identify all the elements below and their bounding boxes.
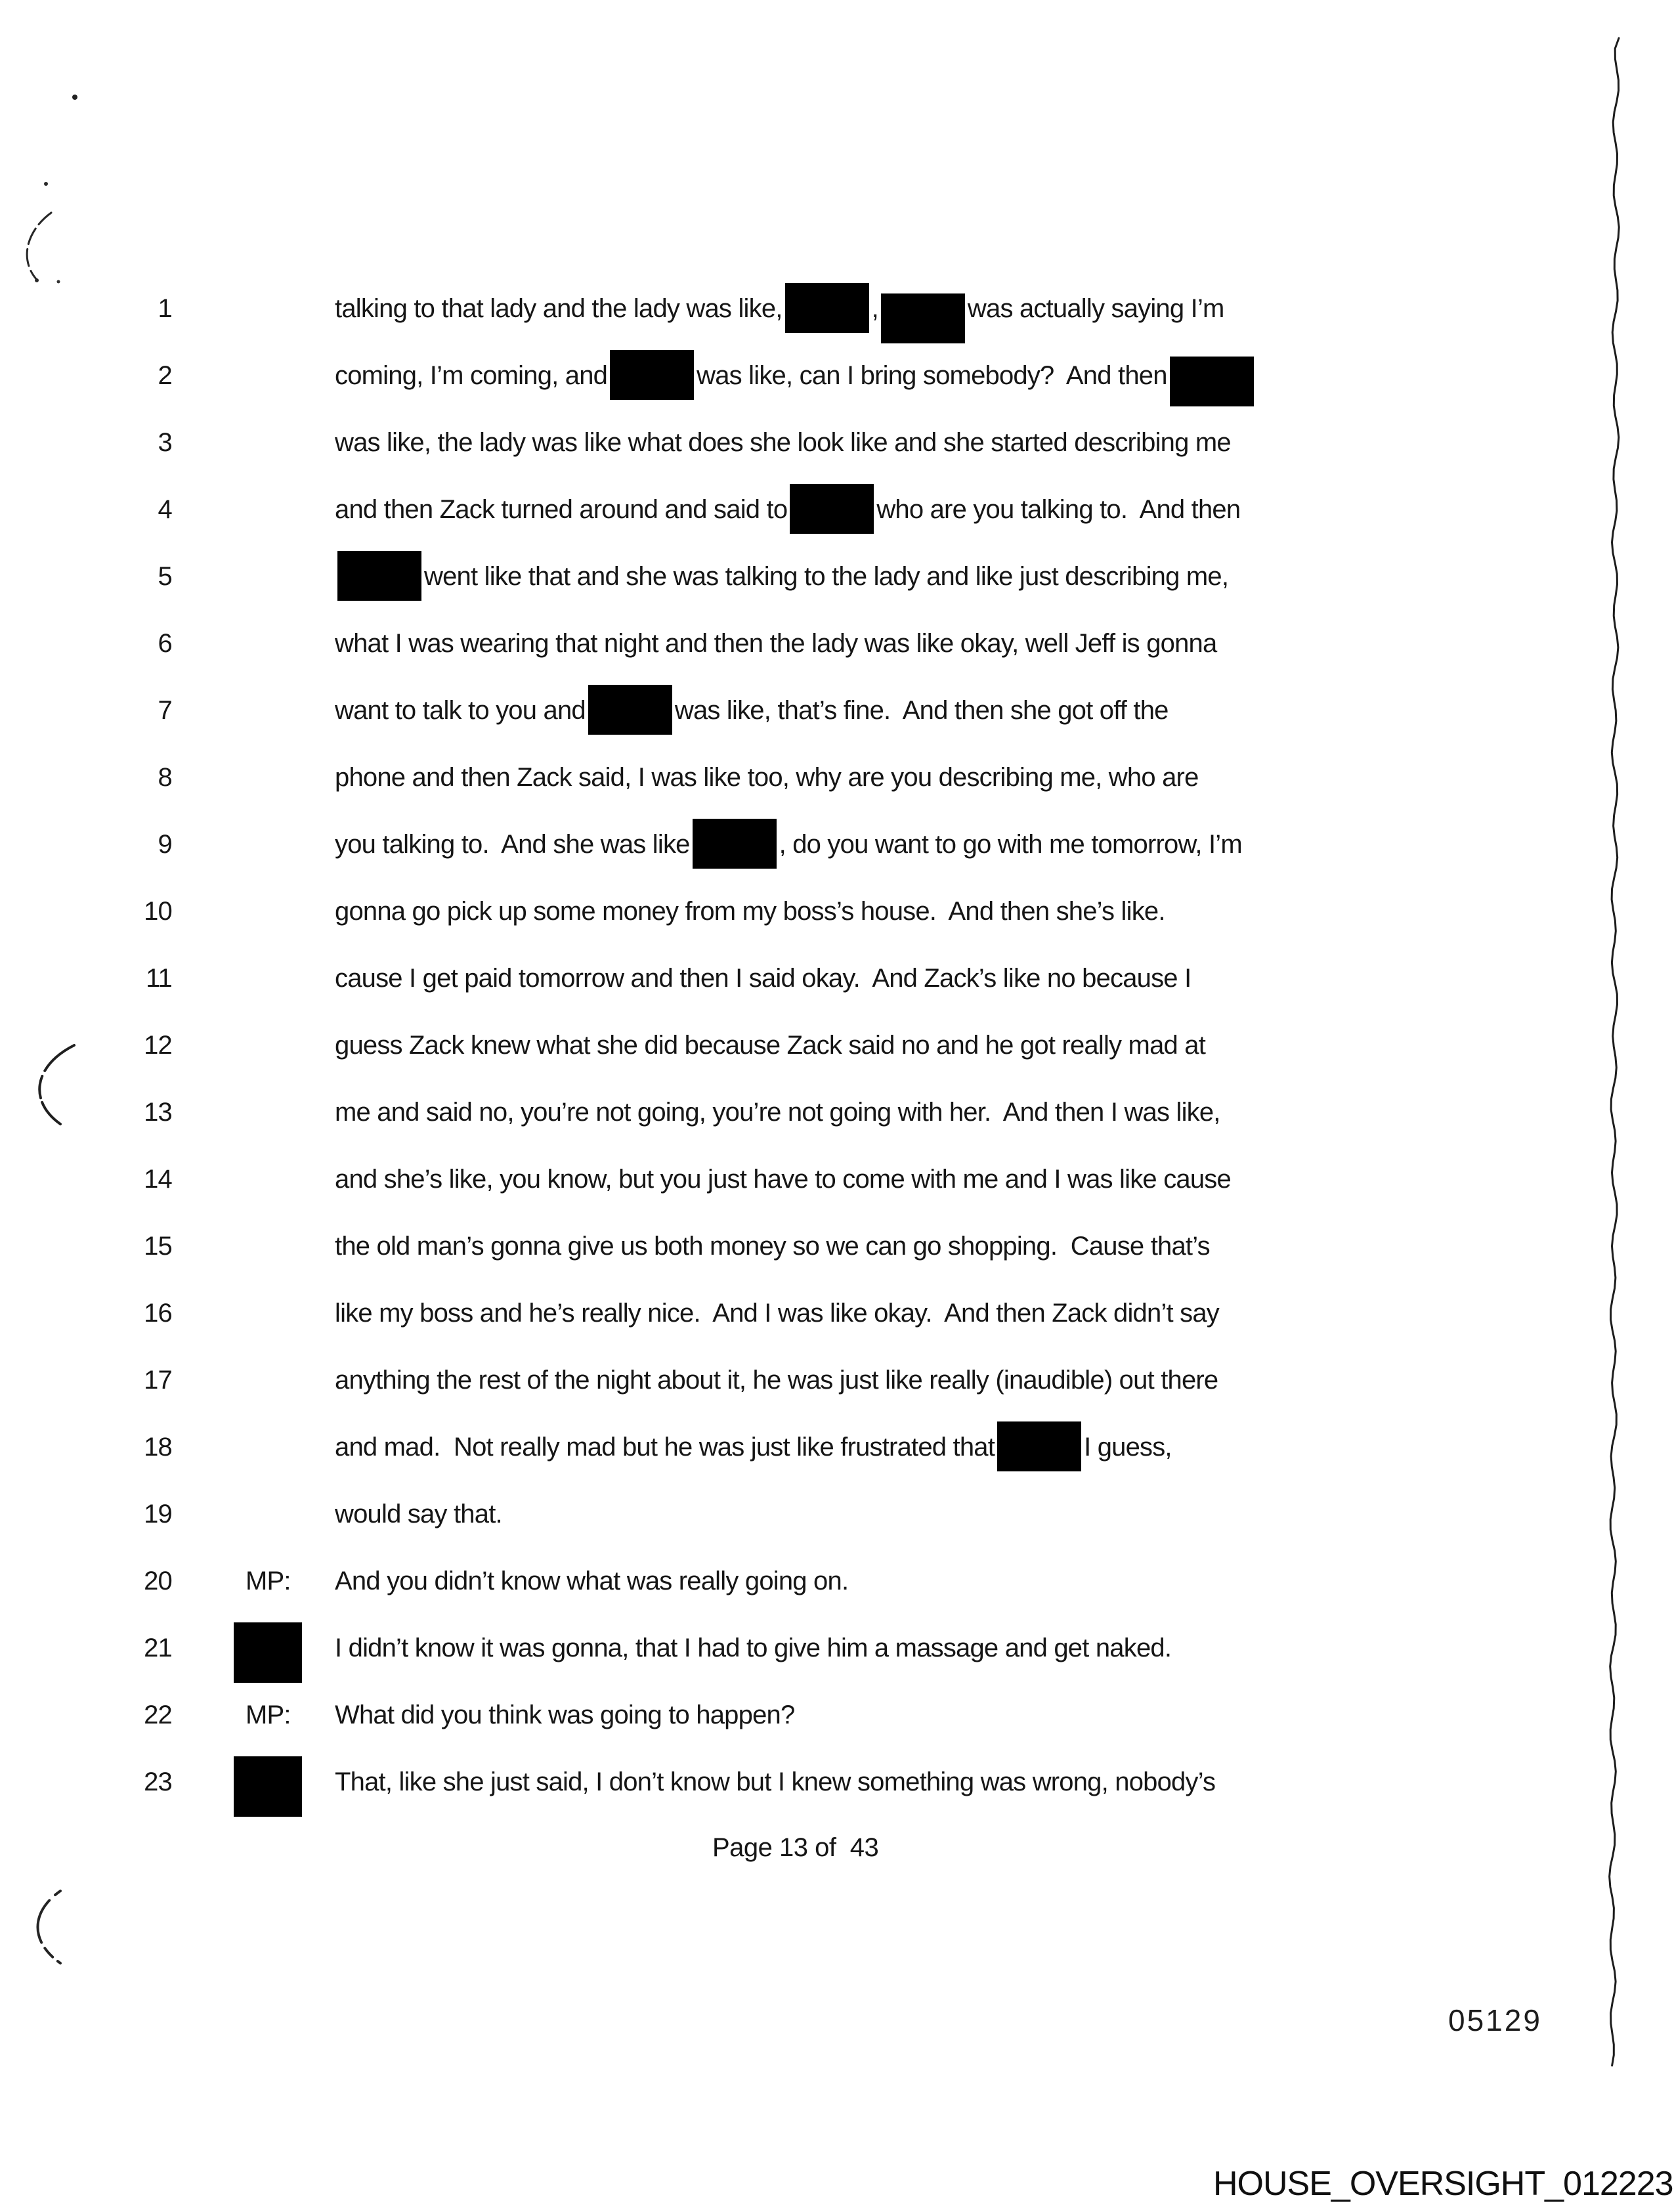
text-segment: anything the rest of the night about it, he was just like really (inaudible) out there xyxy=(335,1366,1218,1395)
text-segment: and mad. Not really mad but he was just like frustrated that xyxy=(335,1433,995,1462)
line-text xyxy=(335,476,1240,543)
line-number: 7 xyxy=(158,696,172,725)
line-text xyxy=(335,1481,502,1548)
transcript-line xyxy=(0,1146,1674,1213)
line-text xyxy=(335,1414,1172,1481)
transcript-line xyxy=(0,275,1674,342)
text-segment: the old man’s gonna give us both money so we can go shopping. Cause that’s xyxy=(335,1232,1210,1261)
transcript-line xyxy=(0,1548,1674,1615)
text-segment: I guess, xyxy=(1084,1433,1172,1462)
line-number: 22 xyxy=(144,1701,172,1729)
text-segment: What did you think was going to happen? xyxy=(335,1701,795,1729)
line-text xyxy=(335,1681,794,1748)
transcript-line xyxy=(0,1615,1674,1681)
text-segment: was like, that’s fine. And then she got off the xyxy=(674,696,1169,725)
transcript-line xyxy=(0,543,1674,610)
transcript-line xyxy=(0,878,1674,945)
line-number: 20 xyxy=(144,1567,172,1595)
text-segment: like my boss and he’s really nice. And I was like okay. And then Zack didn’t say xyxy=(335,1299,1219,1328)
line-text xyxy=(335,744,1199,811)
transcript-line xyxy=(0,744,1674,811)
text-segment: guess Zack knew what she did because Zack said no and he got really mad at xyxy=(335,1031,1206,1060)
line-text xyxy=(335,1012,1205,1079)
line-text xyxy=(335,945,1191,1012)
line-text xyxy=(335,1548,848,1615)
transcript-line xyxy=(0,1079,1674,1146)
transcript-line xyxy=(0,409,1674,476)
line-number: 14 xyxy=(144,1165,172,1194)
line-number: 23 xyxy=(144,1767,172,1796)
text-segment: what I was wearing that night and then the lady was like okay, well Jeff is gonna xyxy=(335,629,1217,658)
transcript-line xyxy=(0,1213,1674,1280)
line-number: 1 xyxy=(158,294,172,323)
line-number: 18 xyxy=(144,1433,172,1462)
text-segment: who are you talking to. And then xyxy=(876,495,1241,524)
line-text xyxy=(335,1213,1210,1280)
speaker-redaction xyxy=(234,1756,302,1817)
transcript-line xyxy=(0,342,1674,409)
line-text xyxy=(335,1748,1215,1815)
line-text xyxy=(335,275,1224,343)
inline-redaction xyxy=(610,350,694,400)
line-number: 12 xyxy=(144,1031,172,1060)
line-text xyxy=(335,1146,1231,1213)
transcript-line xyxy=(0,476,1674,543)
line-text xyxy=(335,811,1242,878)
inline-redaction xyxy=(1170,357,1254,406)
transcript-line xyxy=(0,811,1674,878)
line-number: 2 xyxy=(158,361,172,390)
line-text xyxy=(335,1615,1171,1681)
line-text xyxy=(335,610,1216,677)
text-segment: , xyxy=(871,294,878,323)
transcript-line xyxy=(0,1012,1674,1079)
line-text xyxy=(335,342,1256,409)
transcript-line xyxy=(0,1681,1674,1748)
line-number: 10 xyxy=(144,897,172,926)
text-segment: and then Zack turned around and said to xyxy=(335,495,788,524)
line-number: 19 xyxy=(144,1500,172,1529)
line-number: 9 xyxy=(158,830,172,859)
text-segment: phone and then Zack said, I was like too, why are you describing me, who are xyxy=(335,763,1199,792)
inline-redaction xyxy=(337,551,421,601)
line-text xyxy=(335,677,1169,744)
text-segment: And you didn’t know what was really going on. xyxy=(335,1567,849,1595)
transcript-line xyxy=(0,1481,1674,1548)
text-segment: , do you want to go with me tomorrow, I’m xyxy=(779,830,1242,859)
text-segment: coming, I’m coming, and xyxy=(335,361,608,390)
text-segment: you talking to. And she was like xyxy=(335,830,690,859)
speaker-label: MP: xyxy=(246,1701,291,1729)
inline-redaction xyxy=(790,484,874,534)
line-number: 6 xyxy=(158,629,172,658)
transcript-line xyxy=(0,1280,1674,1347)
text-segment: went like that and she was talking to the lady and like just describing me, xyxy=(424,562,1229,591)
text-segment: gonna go pick up some money from my boss’s house. And then she’s like. xyxy=(335,897,1165,926)
line-number: 8 xyxy=(158,763,172,792)
transcript-line xyxy=(0,945,1674,1012)
line-number: 4 xyxy=(158,495,172,524)
stamp-number: 05129 xyxy=(1448,2003,1542,2037)
text-segment: I didn’t know it was gonna, that I had to give him a massage and get naked. xyxy=(335,1634,1172,1662)
line-text xyxy=(335,1347,1218,1414)
text-segment: was like, the lady was like what does she look like and she started describing me xyxy=(335,428,1231,457)
pen-mark-arc xyxy=(38,1891,61,1963)
text-segment: was like, can I bring somebody? And then xyxy=(697,361,1167,390)
transcript-line xyxy=(0,1748,1674,1815)
text-segment: want to talk to you and xyxy=(335,696,586,725)
text-segment: talking to that lady and the lady was like, xyxy=(335,294,783,323)
bates-number: HOUSE_OVERSIGHT_012223 xyxy=(1213,2165,1673,2203)
inline-redaction xyxy=(785,283,869,333)
line-text xyxy=(335,1280,1219,1347)
text-segment: That, like she just said, I don’t know but I knew something was wrong, nobody’s xyxy=(335,1767,1216,1796)
line-text xyxy=(335,543,1228,610)
line-number: 5 xyxy=(158,562,172,591)
transcript-line xyxy=(0,1414,1674,1481)
text-segment: and she’s like, you know, but you just have to come with me and I was like cause xyxy=(335,1165,1231,1194)
transcript-line xyxy=(0,677,1674,744)
line-number: 13 xyxy=(144,1098,172,1127)
line-number: 3 xyxy=(158,428,172,457)
pen-mark-arc xyxy=(27,213,51,280)
inline-redaction xyxy=(693,819,777,869)
line-text xyxy=(335,409,1231,476)
text-segment: was actually saying I’m xyxy=(967,294,1224,323)
scan-dot xyxy=(72,95,77,100)
transcript-line xyxy=(0,1347,1674,1414)
speaker-redaction xyxy=(234,1622,302,1683)
text-segment: cause I get paid tomorrow and then I said okay. And Zack’s like no because I xyxy=(335,964,1191,993)
line-number: 21 xyxy=(144,1634,172,1662)
text-segment: would say that. xyxy=(335,1500,502,1529)
page-number-label: Page 13 of 43 xyxy=(712,1833,879,1862)
inline-redaction xyxy=(997,1421,1081,1471)
text-segment: me and said no, you’re not going, you’re not going with her. And then I was like, xyxy=(335,1098,1220,1127)
speaker-label: MP: xyxy=(246,1567,291,1595)
line-number: 17 xyxy=(144,1366,172,1395)
line-text xyxy=(335,1079,1220,1146)
inline-redaction xyxy=(588,685,672,735)
line-number: 11 xyxy=(146,964,172,993)
line-text xyxy=(335,878,1165,945)
scan-dot xyxy=(44,182,48,186)
transcript-line xyxy=(0,610,1674,677)
line-number: 15 xyxy=(144,1232,172,1261)
line-number: 16 xyxy=(144,1299,172,1328)
inline-redaction xyxy=(881,293,965,343)
